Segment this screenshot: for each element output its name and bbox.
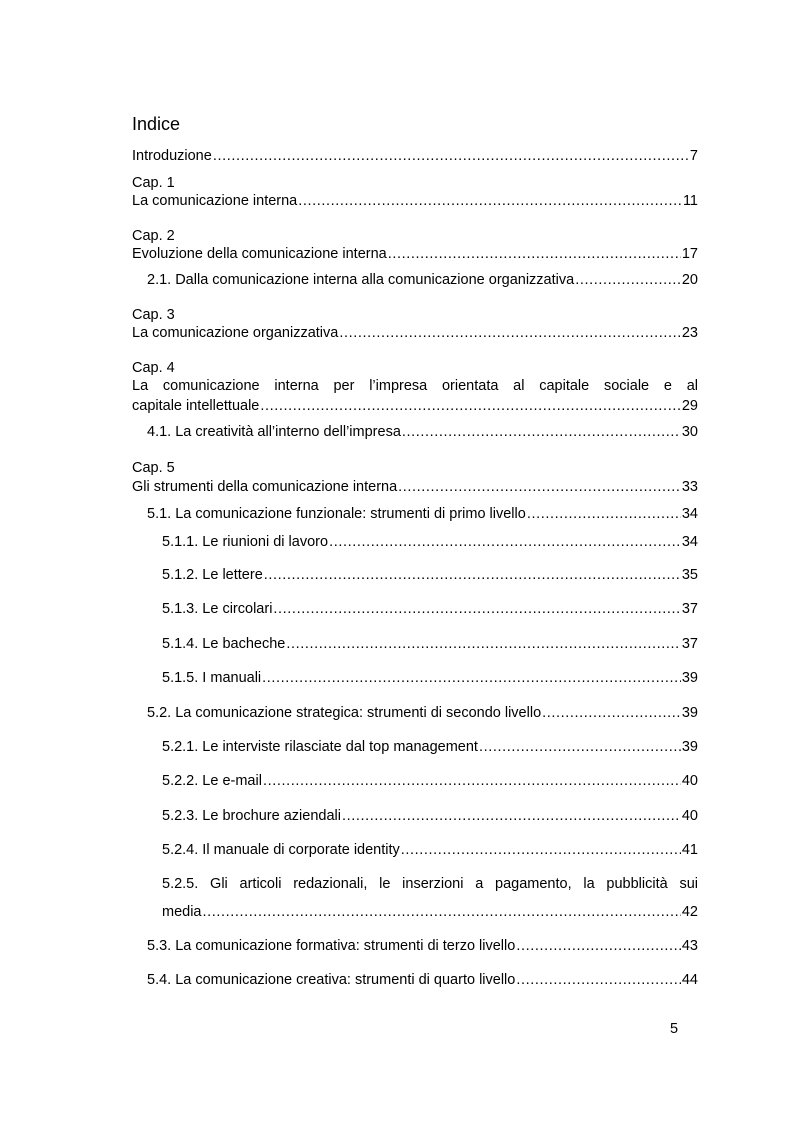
toc-page: 35: [681, 567, 698, 583]
toc-label: 5.1.3. Le circolari: [162, 601, 273, 617]
toc-entry-5-2-3[interactable]: [162, 807, 698, 825]
toc-leader: [402, 423, 681, 441]
toc-entry-5-2[interactable]: [147, 704, 698, 722]
toc-label: 5.3. La comunicazione formativa: strumenti di terzo livello: [147, 938, 516, 954]
toc-leader: [329, 533, 681, 551]
page-number: 5: [670, 1021, 679, 1037]
toc-label: 4.1. La creatività all’interno dell’impresa: [147, 424, 401, 440]
toc-leader: [516, 971, 681, 989]
toc-page: 39: [681, 739, 698, 755]
toc-label: La comunicazione organizzativa: [132, 325, 339, 341]
toc-leader: [542, 704, 681, 722]
toc-entry-introduzione[interactable]: [132, 147, 698, 165]
toc-page: 37: [681, 636, 698, 652]
toc-label: 5.4. La comunicazione creativa: strumenti di quarto livello: [147, 972, 516, 988]
toc-page: 33: [681, 479, 698, 495]
toc-label: 5.2. La comunicazione strategica: strumenti di secondo livello: [147, 705, 542, 721]
toc-entry-5-2-5[interactable]: [162, 903, 698, 921]
toc-entry-5-2-2[interactable]: [162, 772, 698, 790]
toc-entry-5-4[interactable]: [147, 971, 698, 989]
toc-entry-4-1[interactable]: [147, 423, 698, 441]
toc-page: 41: [681, 842, 698, 858]
toc-label: 5.1.2. Le lettere: [162, 567, 263, 583]
toc-label: 5.2.2. Le e-mail: [162, 773, 262, 789]
toc-page: 29: [681, 398, 698, 414]
toc-chapter-heading: Cap. 2: [132, 228, 175, 244]
toc-page: 40: [681, 808, 698, 824]
toc-label: 5.2.1. Le interviste rilasciate dal top management: [162, 739, 478, 755]
toc-page: 17: [681, 246, 698, 262]
toc-leader: [342, 807, 681, 825]
toc-entry-5-1[interactable]: [147, 505, 698, 523]
toc-page: 30: [681, 424, 698, 440]
toc-page: 20: [681, 272, 698, 288]
toc-entry-chapter-4-line-1[interactable]: La comunicazione interna per l’impresa orientata al capitale sociale e al: [132, 378, 698, 394]
toc-leader: [264, 566, 681, 584]
toc-entry-5-3[interactable]: [147, 937, 698, 955]
toc-leader: [479, 738, 681, 756]
toc-page: 7: [689, 148, 698, 164]
toc-leader: [527, 505, 681, 523]
toc-entry-chapter-2[interactable]: [132, 245, 698, 263]
toc-leader: [262, 669, 681, 687]
toc-entry-5-2-1[interactable]: [162, 738, 698, 756]
toc-entry-5-2-5-line-1[interactable]: 5.2.5. Gli articoli redazionali, le inserzioni a pagamento, la pubblicità sui: [162, 876, 698, 892]
toc-chapter-heading: Cap. 4: [132, 360, 175, 376]
toc-page: 40: [681, 773, 698, 789]
toc-entry-2-1[interactable]: [147, 271, 698, 289]
toc-leader: [260, 397, 680, 415]
toc-entry-5-2-4[interactable]: [162, 841, 698, 859]
toc-entry-5-1-3[interactable]: [162, 600, 698, 618]
toc-label: 5.1.5. I manuali: [162, 670, 262, 686]
toc-leader: [339, 324, 681, 342]
toc-page: 23: [681, 325, 698, 341]
toc-page: 42: [681, 904, 698, 920]
toc-entry-5-1-2[interactable]: [162, 566, 698, 584]
toc-label: 5.2.3. Le brochure aziendali: [162, 808, 341, 824]
toc-leader: [203, 903, 681, 921]
toc-label: capitale intellettuale: [132, 398, 260, 414]
toc-entry-chapter-1[interactable]: [132, 192, 698, 210]
toc-entry-chapter-4[interactable]: [132, 397, 698, 415]
toc-leader: [388, 245, 681, 263]
toc-chapter-heading: Cap. 3: [132, 307, 175, 323]
toc-page: 39: [681, 705, 698, 721]
toc-label: 5.2.4. Il manuale di corporate identity: [162, 842, 400, 858]
toc-leader: [286, 635, 681, 653]
toc-page: 43: [681, 938, 698, 954]
toc-leader: [298, 192, 682, 210]
page-title: Indice: [132, 114, 181, 134]
toc-label: 5.1. La comunicazione funzionale: strumenti di primo livello: [147, 506, 526, 522]
toc-page: 37: [681, 601, 698, 617]
toc-leader: [263, 772, 681, 790]
toc-label: Gli strumenti della comunicazione interna: [132, 479, 398, 495]
toc-leader: [401, 841, 681, 859]
toc-entry-5-1-4[interactable]: [162, 635, 698, 653]
toc-label: La comunicazione interna: [132, 193, 298, 209]
toc-leader: [575, 271, 681, 289]
toc-leader: [398, 478, 681, 496]
toc-chapter-heading: Cap. 5: [132, 460, 175, 476]
toc-label: 5.1.4. Le bacheche: [162, 636, 286, 652]
toc-leader: [273, 600, 680, 618]
toc-page: 34: [681, 534, 698, 550]
toc-chapter-heading: Cap. 1: [132, 175, 175, 191]
toc-entry-5-1-1[interactable]: [162, 533, 698, 551]
toc-label: Evoluzione della comunicazione interna: [132, 246, 387, 262]
toc-entry-chapter-3[interactable]: [132, 324, 698, 342]
toc-leader: [213, 147, 689, 165]
toc-label: 2.1. Dalla comunicazione interna alla comunicazione organizzativa: [147, 272, 575, 288]
toc-entry-5-1-5[interactable]: [162, 669, 698, 687]
toc-page: 34: [681, 506, 698, 522]
toc-entry-chapter-5[interactable]: [132, 478, 698, 496]
toc-label: Introduzione: [132, 148, 212, 164]
toc-leader: [516, 937, 681, 955]
toc-label: 5.1.1. Le riunioni di lavoro: [162, 534, 329, 550]
toc-page: 11: [682, 193, 698, 209]
toc-page: 39: [681, 670, 698, 686]
toc-label: media: [162, 904, 202, 920]
toc-page: 44: [681, 972, 698, 988]
